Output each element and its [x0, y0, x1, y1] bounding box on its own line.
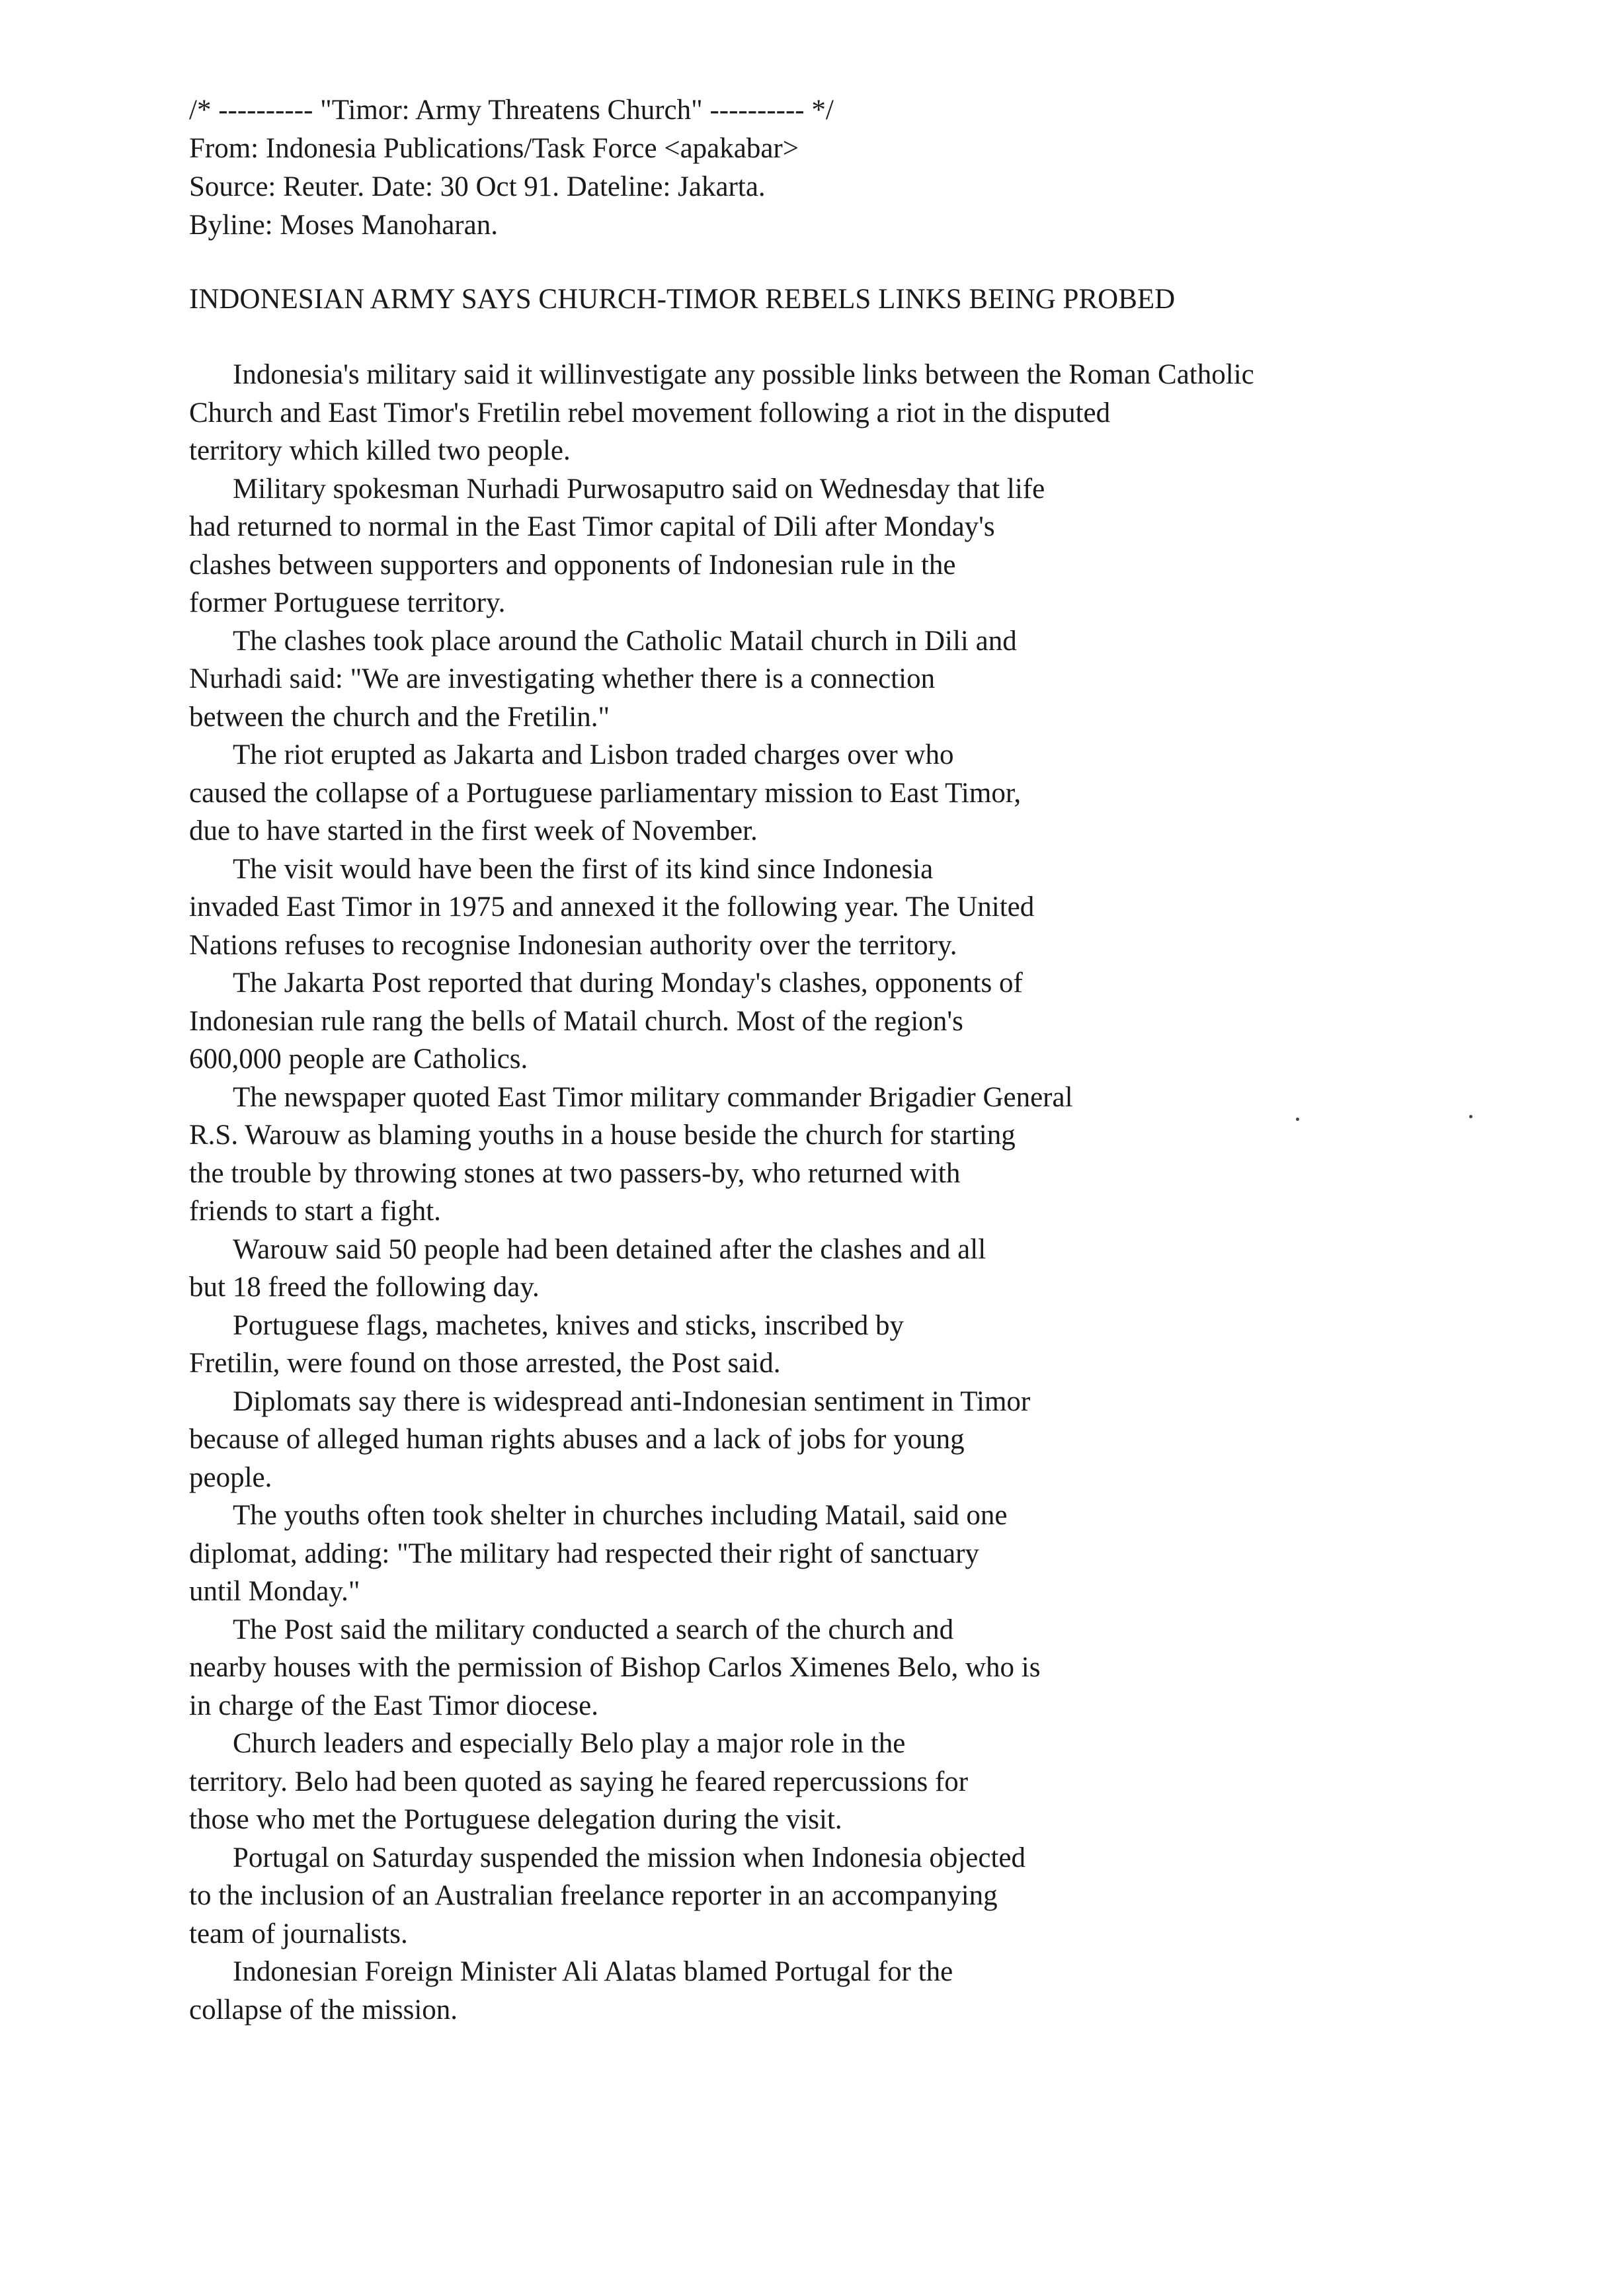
paragraph-line: nearby houses with the permission of Bishop Carlos Ximenes Belo, who is	[189, 1652, 1041, 1683]
scan-speck	[1296, 1118, 1299, 1121]
paragraph-line: Warouw said 50 people had been detained after the clashes and all	[233, 1233, 986, 1265]
paragraph-line: 600,000 people are Catholics.	[189, 1044, 528, 1075]
article-paragraph	[189, 736, 1511, 850]
article-paragraph	[189, 1725, 1511, 1839]
paragraph-line: clashes between supporters and opponents of Indonesian rule in the	[189, 549, 956, 581]
paragraph-line: Church leaders and especially Belo play a major role in the	[233, 1728, 906, 1759]
article-headline: INDONESIAN ARMY SAYS CHURCH-TIMOR REBELS LINKS BEING PROBED	[189, 284, 1176, 315]
paragraph-line: between the church and the Fretilin."	[189, 701, 610, 733]
paragraph-line: The visit would have been the first of its kind since Indonesia	[233, 853, 934, 885]
article-paragraph	[189, 850, 1511, 965]
article-paragraph	[189, 1383, 1511, 1497]
paragraph-line: Indonesia's military said it willinvestigate any possible links between the Roman Catholic	[233, 359, 1254, 390]
paragraph-line: territory which killed two people.	[189, 435, 571, 466]
paragraph-line: diplomat, adding: "The military had respected their right of sanctuary	[189, 1538, 979, 1569]
paragraph-line: former Portuguese territory.	[189, 587, 506, 618]
paragraph-line: had returned to normal in the East Timor capital of Dili after Monday's	[189, 511, 995, 542]
paragraph-line: but 18 freed the following day.	[189, 1272, 540, 1303]
paragraph-line: caused the collapse of a Portuguese parliamentary mission to East Timor,	[189, 777, 1022, 809]
paragraph-line: because of alleged human rights abuses and a lack of jobs for young	[189, 1424, 965, 1455]
paragraph-line: Nations refuses to recognise Indonesian authority over the territory.	[189, 929, 957, 961]
article-paragraph	[189, 1307, 1511, 1383]
paragraph-line: Military spokesman Nurhadi Purwosaputro said on Wednesday that life	[233, 473, 1045, 505]
paragraph-line: to the inclusion of an Australian freelance reporter in an accompanying	[189, 1880, 998, 1911]
article-paragraph	[189, 1611, 1511, 1725]
paragraph-line: Nurhadi said: "We are investigating whether there is a connection	[189, 663, 936, 694]
paragraph-line: until Monday."	[189, 1576, 360, 1607]
paragraph-line: friends to start a fight.	[189, 1196, 441, 1227]
from-line: From: Indonesia Publications/Task Force <apakabar>	[189, 133, 799, 164]
scan-speck	[1469, 1115, 1472, 1118]
paragraph-line: Diplomats say there is widespread anti-Indonesian sentiment in Timor	[233, 1385, 1031, 1417]
paragraph-line: in charge of the East Timor diocese.	[189, 1690, 599, 1721]
paragraph-line: Portugal on Saturday suspended the mission when Indonesia objected	[233, 1842, 1026, 1873]
paragraph-line: The Post said the military conducted a search of the church and	[233, 1614, 954, 1645]
article-paragraph	[189, 1839, 1511, 1953]
paragraph-line: The clashes took place around the Catholic Matail church in Dili and	[233, 625, 1017, 657]
paragraph-line: The Jakarta Post reported that during Monday's clashes, opponents of	[233, 967, 1023, 999]
source-line: Source: Reuter. Date: 30 Oct 91. Dateline: Jakarta.	[189, 171, 766, 202]
paragraph-line: due to have started in the first week of November.	[189, 815, 758, 846]
paragraph-line: people.	[189, 1461, 272, 1493]
paragraph-line: Indonesian Foreign Minister Ali Alatas blamed Portugal for the	[233, 1956, 953, 1987]
article-paragraph	[189, 1953, 1511, 2029]
paragraph-line: team of journalists.	[189, 1918, 408, 1949]
paragraph-line: The newspaper quoted East Timor military commander Brigadier General	[233, 1081, 1073, 1113]
paragraph-line: Portuguese flags, machetes, knives and sticks, inscribed by	[233, 1309, 904, 1341]
article-paragraph	[189, 1496, 1511, 1611]
article-paragraph	[189, 622, 1511, 737]
paragraph-line: Indonesian rule rang the bells of Matail church. Most of the region's	[189, 1005, 963, 1037]
title-line: /* ---------- "Timor: Army Threatens Church" ---------- */	[189, 95, 834, 126]
paragraph-line: The riot erupted as Jakarta and Lisbon traded charges over who	[233, 739, 954, 770]
paragraph-line: Church and East Timor's Fretilin rebel movement following a riot in the disputed	[189, 397, 1111, 429]
paragraph-line: the trouble by throwing stones at two passers-by, who returned with	[189, 1157, 961, 1189]
paragraph-line: R.S. Warouw as blaming youths in a house beside the church for starting	[189, 1120, 1016, 1151]
article-paragraph	[189, 964, 1511, 1079]
article-paragraph	[189, 470, 1511, 622]
paragraph-line: collapse of the mission.	[189, 1994, 458, 2026]
paragraph-line: territory. Belo had been quoted as saying he feared repercussions for	[189, 1766, 969, 1797]
article-paragraph	[189, 356, 1511, 470]
paragraph-line: The youths often took shelter in churches including Matail, said one	[233, 1500, 1008, 1531]
paragraph-line: invaded East Timor in 1975 and annexed it the following year. The United	[189, 891, 1035, 922]
paragraph-line: those who met the Portuguese delegation during the visit.	[189, 1804, 842, 1835]
article-body	[189, 356, 1511, 2029]
byline-line: Byline: Moses Manoharan.	[189, 210, 498, 241]
paragraph-line: Fretilin, were found on those arrested, the Post said.	[189, 1348, 781, 1379]
article-paragraph	[189, 1079, 1511, 1231]
article-paragraph	[189, 1231, 1511, 1307]
document-header	[189, 91, 1445, 245]
